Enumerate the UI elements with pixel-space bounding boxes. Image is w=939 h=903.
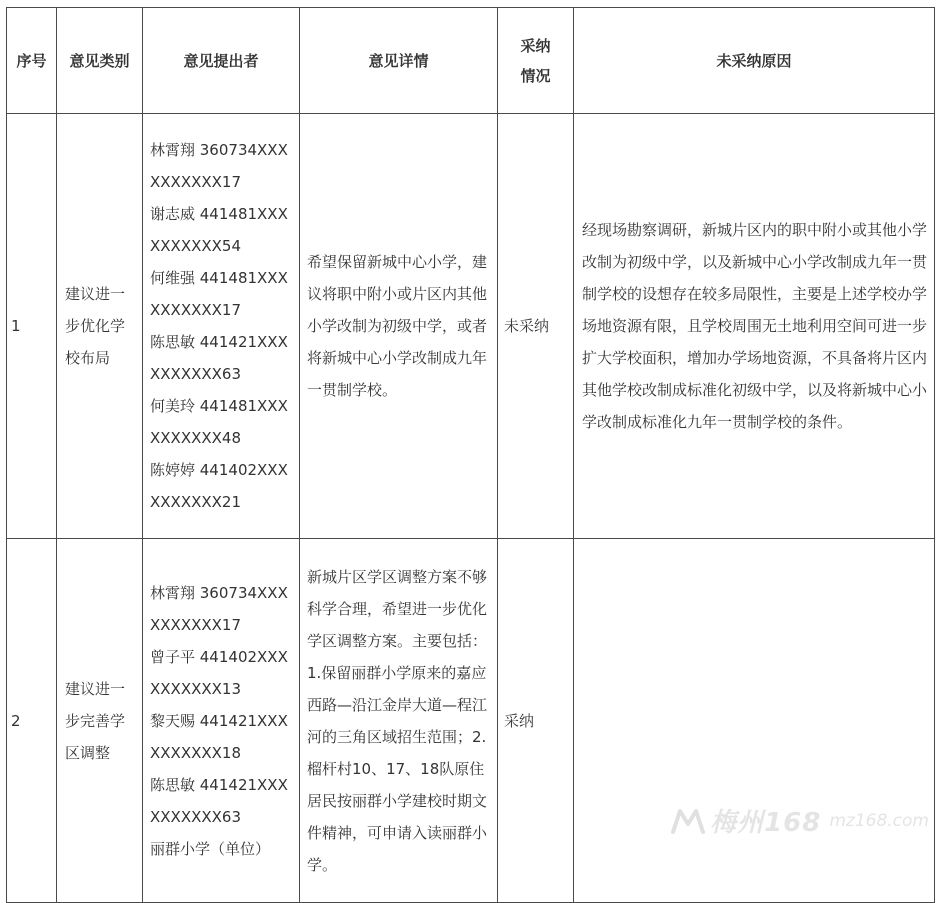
table-row — [7, 539, 935, 903]
proposer-line: XXXXXXX54 — [150, 237, 242, 255]
row-category-text: 建议进一步完善学区调整 — [65, 679, 126, 762]
row-category — [57, 114, 143, 539]
row-reason: 经现场勘察调研，新城片区内的职中附小或其他小学改制为初级中学，以及新城中心小学改制成九年一贯制学校的设想存在较多局限性，主要是上述学校办学场地资源有限，且学校周围无土地利用空间可进一步扩大学校面积，增加办学场地资源，不具备将片区内其他学校改制成标准化初级中学，以及将新城中心小学改制成标准化九年一贯制学校的条件。 — [574, 114, 935, 539]
row-category-text: 建议进一步优化学校布局 — [65, 285, 126, 367]
proposer-line: 何美玲 441481XXX — [150, 397, 288, 415]
proposer-line: 谢志威 441481XXX — [150, 205, 288, 223]
row-category — [57, 539, 143, 903]
header-adoption-label: 采纳情况 — [520, 36, 551, 85]
proposer-line: 陈思敏 441421XXX — [150, 775, 288, 794]
proposer-line: 林霄翔 360734XXX — [150, 583, 288, 602]
proposer-line: XXXXXXX48 — [150, 429, 242, 447]
header-detail: 意见详情 — [300, 8, 498, 114]
proposer-line: 曾子平 441402XXX — [150, 647, 288, 666]
watermark-site-name: 梅州168 — [710, 808, 822, 838]
proposer-line: 黎天赐 441421XXX — [150, 711, 288, 730]
proposer-line: XXXXXXX63 — [150, 365, 242, 383]
proposer-line: 何维强 441481XXX — [150, 269, 288, 287]
row-detail: 希望保留新城中心小学，建议将职中附小或片区内其他小学改制为初级中学，或者将新城中心小学改制成九年一贯制学校。 — [300, 114, 498, 539]
row-adoption: 未采纳 — [498, 114, 574, 539]
proposer-line: XXXXXXX17 — [150, 301, 242, 319]
row-detail: 新城片区学区调整方案不够科学合理，希望进一步优化学区调整方案。主要包括：1.保留丽群小学原来的嘉应西路—沿江金岸大道—程江河的三角区域招生范围；2.榴杆村10、17、18队原住居民按丽群小学建校时期文件精神，可申请入读丽群小学。 — [300, 539, 498, 903]
opinion-table — [6, 7, 935, 903]
header-adoption — [498, 8, 574, 114]
mz-logo-icon — [670, 806, 706, 836]
table-row — [7, 114, 935, 539]
proposer-line: 陈婷婷 441402XXX — [150, 461, 288, 479]
proposer-line: XXXXXXX18 — [150, 743, 242, 762]
proposer-line: XXXXXXX21 — [150, 493, 242, 511]
header-proposer: 意见提出者 — [143, 8, 300, 114]
proposer-line: XXXXXXX17 — [150, 615, 242, 634]
row-proposers — [143, 539, 300, 903]
watermark — [670, 802, 929, 839]
watermark-domain: mz168.com — [829, 810, 929, 831]
row-reason — [574, 539, 935, 903]
proposer-line: 陈思敏 441421XXX — [150, 333, 288, 351]
row-adoption: 采纳 — [498, 539, 574, 903]
header-category: 意见类别 — [57, 8, 143, 114]
proposer-line: XXXXXXX13 — [150, 679, 242, 698]
proposer-line: XXXXXXX63 — [150, 807, 242, 826]
header-reason: 未采纳原因 — [574, 8, 935, 114]
row-proposers — [143, 114, 300, 539]
row-seq: 2 — [7, 539, 57, 903]
proposer-line: 丽群小学（单位） — [150, 839, 271, 858]
row-seq: 1 — [7, 114, 57, 539]
table-header-row — [7, 8, 935, 114]
proposer-line: XXXXXXX17 — [150, 173, 242, 191]
proposer-line: 林霄翔 360734XXX — [150, 141, 288, 159]
header-seq: 序号 — [7, 8, 57, 114]
